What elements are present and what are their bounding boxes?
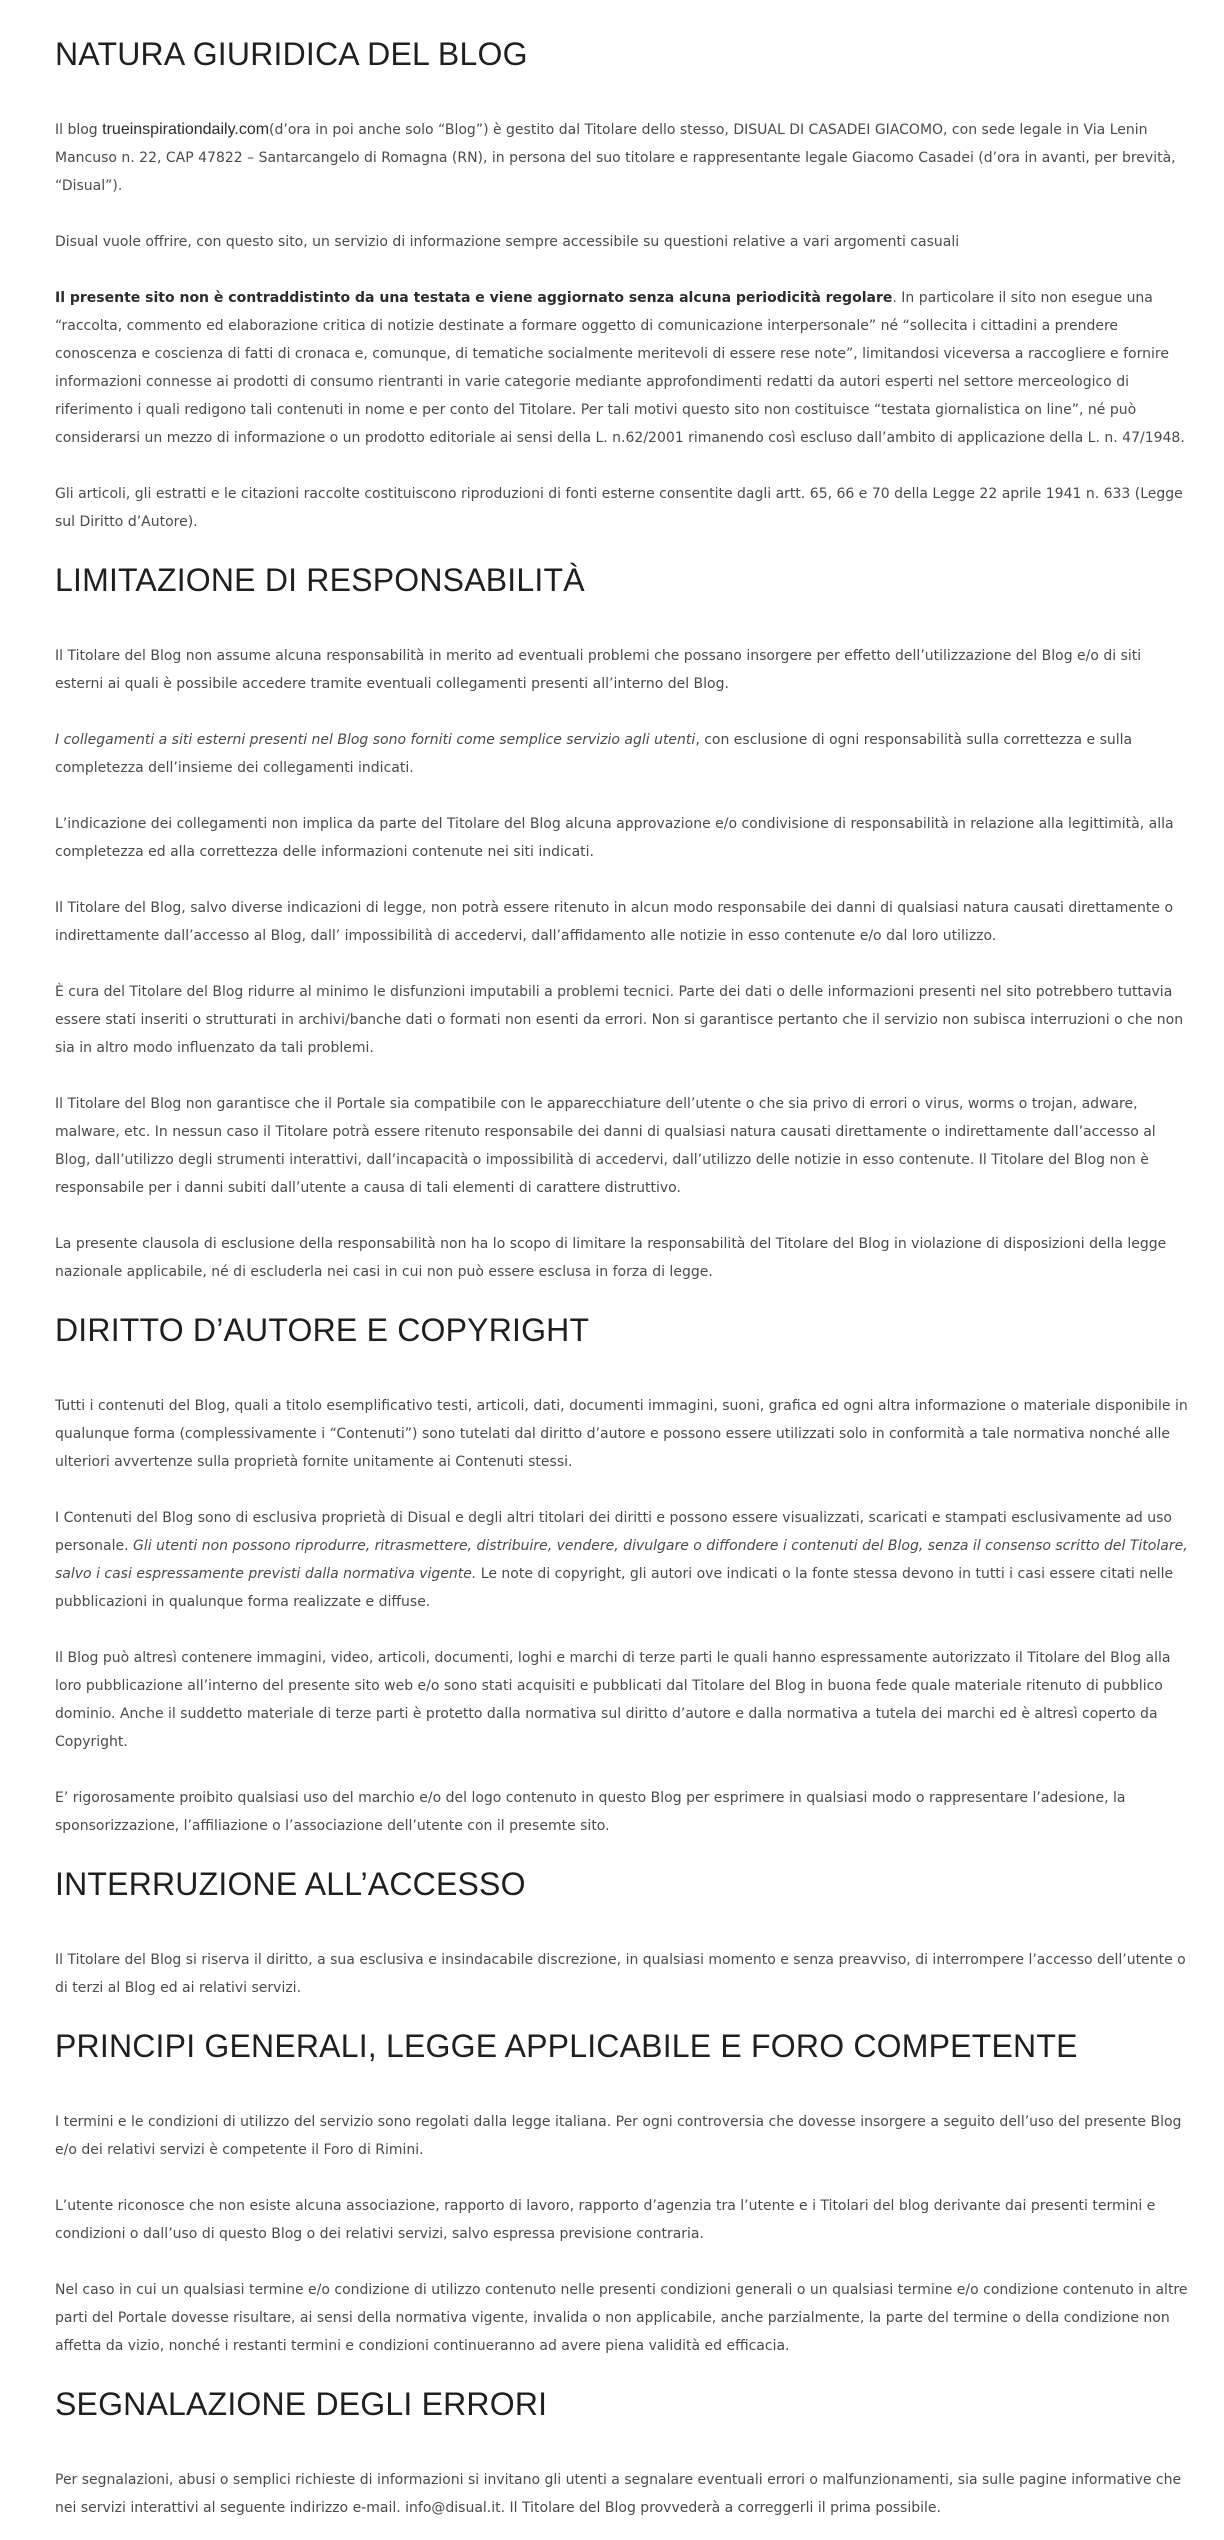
diritto-paragraph-2 (55, 1504, 1191, 1616)
section-title-natura-giuridica: NATURA GIURIDICA DEL BLOG (55, 36, 528, 72)
diritto-paragraph-3: Il Blog può altresì contenere immagini, video, articoli, documenti, loghi e marchi di terze parti le quali hanno espressamente autorizzato il Titolare del Blog alla loro pubblicazione all’interno del presente sito web e/o sono stati acquisiti e pubblicati dal Titolare del Blog in buona fede quale materiale ritenuto di pubblico dominio. Anche il suddetto materiale di terze parti è protetto dalla normativa sul diritto d’autore e dalla normativa a tutela dei marchi ed è altresì coperto da Copyright. (55, 1650, 1171, 1750)
limitazione-paragraph-4: Il Titolare del Blog, salvo diverse indicazioni di legge, non potrà essere ritenuto in alcun modo responsabile dei danni di qualsiasi natura causati direttamente o indirettamente dall’accesso al Blog, dall’ impossibilità di accedervi, dall’affidamento alle notizie in esso contenute e/o dal loro utilizzo. (55, 900, 1174, 944)
diritto-paragraph-1: Tutti i contenuti del Blog, quali a titolo esemplificativo testi, articoli, dati, documenti immagini, suoni, grafica ed ogni altra informazione o materiale disponibile in qualunque forma (complessivamente i “Contenuti”) sono tutelati dal diritto d’autore e possono essere utilizzati solo in conformità a tale normativa nonché alle ulteriori avvertenze sulla proprietà fornite unitamente ai Contenuti stessi. (55, 1398, 1188, 1470)
section-limitazione (55, 554, 1191, 1286)
segnalazione-paragraph-1: Per segnalazioni, abusi o semplici richieste di informazioni si invitano gli utenti a segnalare eventuali errori o malfunzionamenti, sia sulle pagine informative che nei servizi interattivi al seguente indirizzo e-mail. info@disual.it. Il Titolare del Blog provvederà a correggerli il prima possibile. (55, 2472, 1182, 2516)
section-natura-giuridica (55, 28, 1191, 536)
principi-paragraph-2: L’utente riconosce che non esiste alcuna associazione, rapporto di lavoro, rapporto d’agenzia tra l’utente e i Titolari del blog derivante dai presenti termini e condizioni o dall’uso di questo Blog o dei relativi servizi, salvo espressa previsione contraria. (55, 2198, 1156, 2242)
diritto-p2-pre: I Contenuti del Blog sono di esclusiva proprietà di Disual e degli altri titolari dei diritti e possono essere visualizzati, scaricati e stampati esclusivamente ad uso personale. (55, 1510, 1172, 1554)
limitazione-paragraph-7: La presente clausola di esclusione della responsabilità non ha lo scopo di limitare la responsabilità del Titolare del Blog in violazione di disposizioni della legge nazionale applicabile, né di escluderla nei casi in cui non può essere esclusa in forza di legge. (55, 1236, 1167, 1280)
diritto-p2-italic: Gli utenti non possono riprodurre, ritrasmettere, distribuire, vendere, divulgare o diffondere i contenuti del Blog, senza il consenso scritto del Titolare, salvo i casi espressamente previsti dalla normativa vigente. (55, 1538, 1188, 1582)
section-title-segnalazione: SEGNALAZIONE DEGLI ERRORI (55, 2386, 548, 2422)
natura-paragraph-2: Disual vuole offrire, con questo sito, un servizio di informazione sempre accessibile su questioni relative a vari argomenti casuali (55, 234, 960, 250)
principi-paragraph-3: Nel caso in cui un qualsiasi termine e/o condizione di utilizzo contenuto nelle presenti condizioni generali o un qualsiasi termine e/o condizione contenuto in altre parti del Portale dovesse risultare, ai sensi della normativa vigente, invalida o non applicabile, anche parzialmente, la parte del termine o della condizione non affetta da vizio, nonché i restanti termini e condizioni continueranno ad avere piena validità ed efficacia. (55, 2282, 1188, 2354)
natura-paragraph-4: Gli articoli, gli estratti e le citazioni raccolte costituiscono riproduzioni di fonti esterne consentite dagli artt. 65, 66 e 70 della Legge 22 aprile 1941 n. 633 (Legge sul Diritto d’Autore). (55, 486, 1183, 530)
limitazione-paragraph-1: Il Titolare del Blog non assume alcuna responsabilità in merito ad eventuali problemi che possano insorgere per effetto dell’utilizzazione del Blog e/o di siti esterni ai quali è possibile accedere tramite eventuali collegamenti presenti all’interno del Blog. (55, 648, 1142, 692)
principi-paragraph-1: I termini e le condizioni di utilizzo del servizio sono regolati dalla legge italiana. Per ogni controversia che dovesse insorgere a seguito dell’uso del presente Blog e/o dei relativi servizi è competente il Foro di Rimini. (55, 2114, 1182, 2158)
natura-p1-post: (d’ora in poi anche solo “Blog”) è gestito dal Titolare dello stesso, DISUAL DI CASADEI GIACOMO, con sede legale in Via Lenin Mancuso n. 22, CAP 47822 – Santarcangelo di Romagna (RN), in persona del suo titolare e rappresentante legale Giacomo Casadei (d’ora in avanti, per brevità, “Disual”). (55, 122, 1176, 194)
limitazione-p2-rest: , con esclusione di ogni responsabilità sulla correttezza e sulla completezza dell’insieme dei collegamenti indicati. (55, 732, 1133, 776)
section-title-principi-generali: PRINCIPI GENERALI, LEGGE APPLICABILE E FORO COMPETENTE (55, 2028, 1078, 2064)
section-principi-generali (55, 2020, 1191, 2360)
diritto-paragraph-4: E’ rigorosamente proibito qualsiasi uso del marchio e/o del logo contenuto in questo Blog per esprimere in qualsiasi modo o rappresentare l’adesione, la sponsorizzazione, l’affiliazione o l’associazione dell’utente con il presemte sito. (55, 1790, 1126, 1834)
section-segnalazione (55, 2378, 1191, 2522)
section-interruzione (55, 1858, 1191, 2002)
section-title-limitazione: LIMITAZIONE DI RESPONSABILITÀ (55, 562, 585, 598)
section-diritto-autore (55, 1304, 1191, 1840)
limitazione-paragraph-3: L’indicazione dei collegamenti non implica da parte del Titolare del Blog alcuna approvazione e/o condivisione di responsabilità in relazione alla legittimità, alla completezza ed alla correttezza delle informazioni contenute nei siti indicati. (55, 816, 1174, 860)
limitazione-paragraph-2 (55, 726, 1191, 782)
limitazione-paragraph-5: È cura del Titolare del Blog ridurre al minimo le disfunzioni imputabili a problemi tecnici. Parte dei dati o delle informazioni presenti nel sito potrebbero tuttavia essere stati inseriti o strutturati in archivi/banche dati o formati non esenti da errori. Non si garantisce pertanto che il servizio non subisca interruzioni o che non sia in altro modo influenzato da tali problemi. (55, 984, 1184, 1056)
natura-paragraph-3 (55, 284, 1191, 452)
interruzione-paragraph-1: Il Titolare del Blog si riserva il diritto, a sua esclusiva e insindacabile discrezione, in qualsiasi momento e senza preavviso, di interrompere l’accesso dell’utente o di terzi al Blog ed ai relativi servizi. (55, 1952, 1186, 1996)
diritto-p2-post: Le note di copyright, gli autori ove indicati o la fonte stessa devono in tutti i casi essere citati nelle pubblicazioni in qualunque forma realizzate e diffuse. (55, 1566, 1174, 1610)
legal-content (55, 28, 1191, 2540)
natura-p3-rest: . In particolare il sito non esegue una “raccolta, commento ed elaborazione critica di notizie destinate a formare oggetto di comunicazione interpersonale” né “sollecita i cittadini a prendere conoscenza e coscienza di fatti di cronaca e, comunque, di tematiche socialmente meritevoli di essere rese note”, limitandosi viceversa a raccogliere e fornire informazioni connesse ai prodotti di consumo rientranti in varie categorie mediante approfondimenti redatti da autori esperti nel settore merceologico di riferimento i quali redigono tali contenuti in nome e per conto del Titolare. Per tali motivi questo sito non costituisce “testata giornalistica on line”, né può considerarsi un mezzo di informazione o un prodotto editoriale ai sensi della L. n.62/2001 rimanendo così escluso dall’ambito di applicazione della L. n. 47/1948. (55, 290, 1185, 446)
section-title-diritto-autore: DIRITTO D’AUTORE E COPYRIGHT (55, 1312, 590, 1348)
natura-p1-pre: Il blog (55, 122, 103, 138)
natura-p3-bold: Il presente sito non è contraddistinto da una testata e viene aggiornato senza alcuna periodicità regolare (55, 290, 893, 306)
natura-paragraph-1 (55, 116, 1191, 200)
limitazione-p2-italic: I collegamenti a siti esterni presenti nel Blog sono forniti come semplice servizio agli utenti (55, 732, 696, 748)
limitazione-paragraph-6: Il Titolare del Blog non garantisce che il Portale sia compatibile con le apparecchiature dell’utente o che sia privo di errori o virus, worms o trojan, adware, malware, etc. In nessun caso il Titolare potrà essere ritenuto responsabile dei danni di qualsiasi natura causati direttamente o indirettamente dall’accesso al Blog, dall’utilizzo degli strumenti interattivi, dall’incapacità o impossibilità di accedervi, dall’utilizzo delle notizie in esso contenute. Il Titolare del Blog non è responsabile per i danni subiti dall’utente a causa di tali elementi di carattere distruttivo. (55, 1096, 1156, 1196)
section-title-interruzione: INTERRUZIONE ALL’ACCESSO (55, 1866, 526, 1902)
blog-domain-text: trueinspirationdaily.com (102, 121, 270, 138)
